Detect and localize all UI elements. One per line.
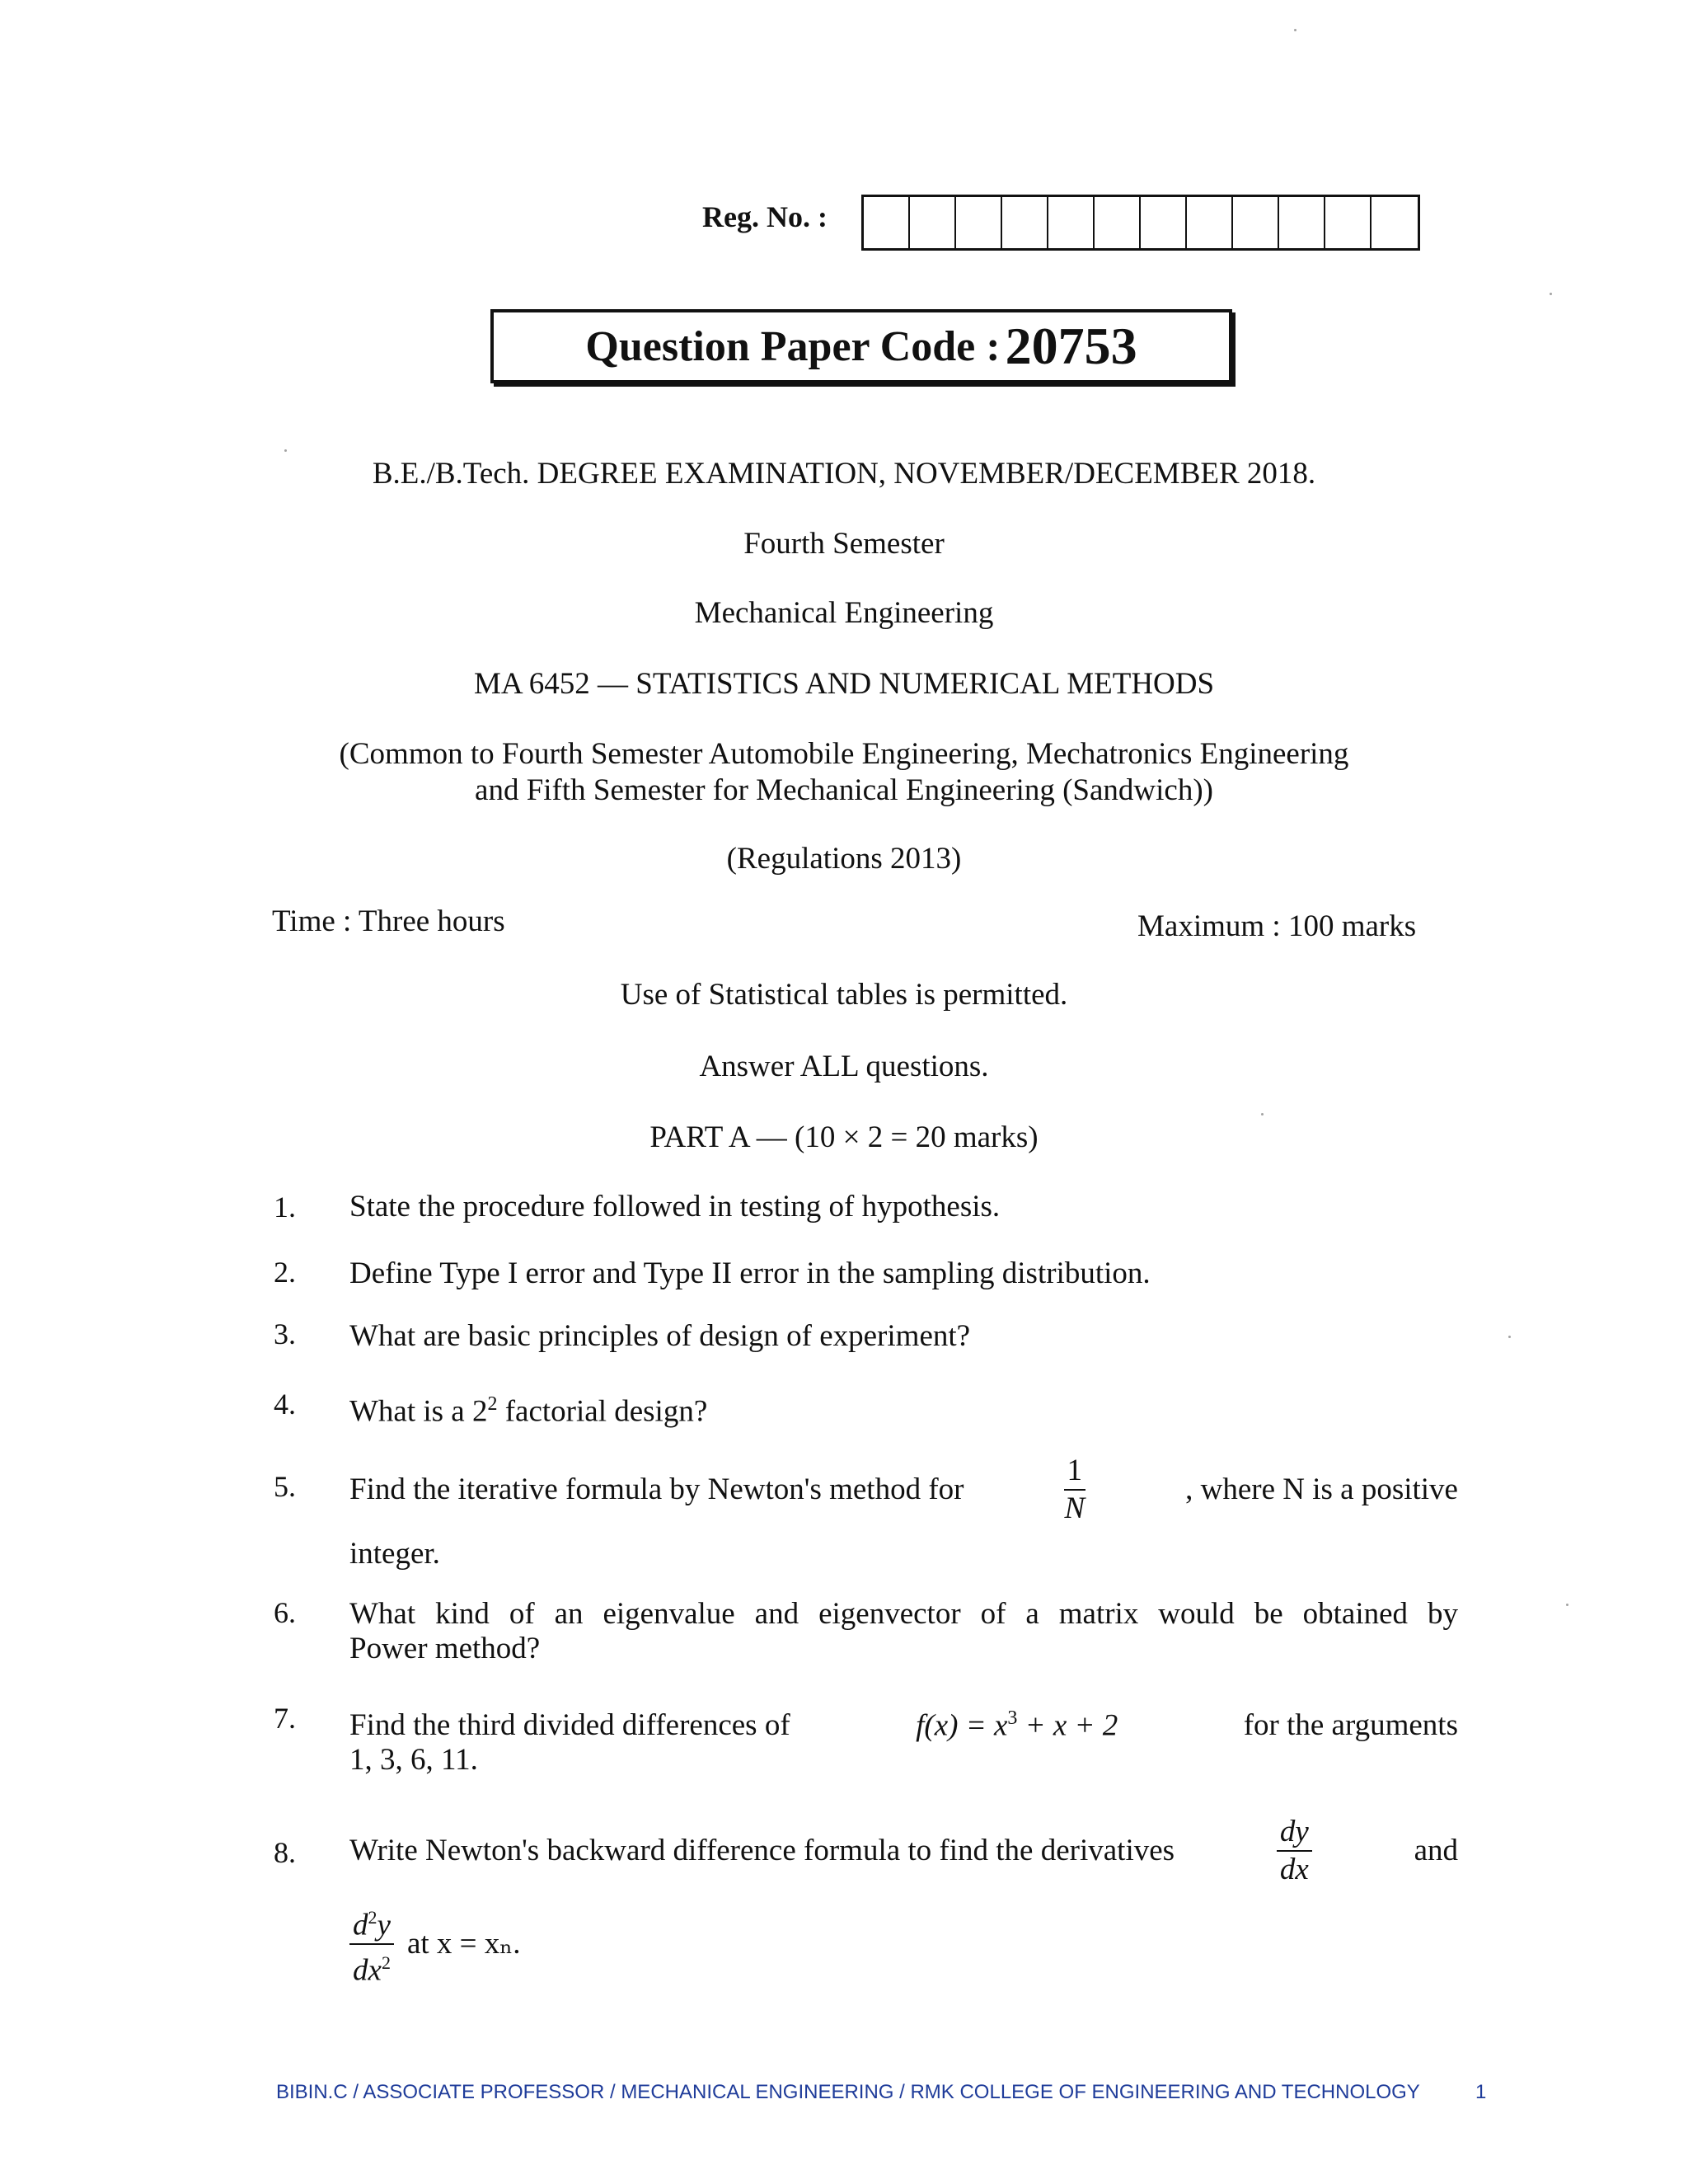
superscript: 2 <box>487 1393 498 1415</box>
reg-no-box <box>1048 197 1095 248</box>
question-text: What are basic principles of design of experiment? <box>349 1319 971 1353</box>
scan-speck <box>1508 1336 1511 1338</box>
fraction-numerator: dy <box>1277 1814 1312 1852</box>
question-paper-code: 20753 <box>1005 317 1137 375</box>
function-expression: $f(x) = x^3 + x + 2$ <box>916 1707 1118 1743</box>
reg-no-box <box>1141 197 1187 248</box>
exam-title: B.E./B.Tech. DEGREE EXAMINATION, NOVEMBER/DECEMBER 2018. <box>372 457 1316 491</box>
instruction-tables: Use of Statistical tables is permitted. <box>620 978 1068 1012</box>
part-a-heading: PART A — (10 × 2 = 20 marks) <box>649 1120 1039 1154</box>
question-text <box>349 1814 1458 1989</box>
reg-no-box <box>1002 197 1048 248</box>
regulations: (Regulations 2013) <box>726 842 962 876</box>
question-text: State the procedure followed in testing of hypothesis. <box>349 1190 1001 1224</box>
page-number: 1 <box>1475 2081 1487 2103</box>
fraction-numerator: 1 <box>1064 1453 1086 1491</box>
reg-no-box <box>910 197 956 248</box>
question-number: 3. <box>274 1317 296 1350</box>
question-number: 1. <box>274 1191 296 1224</box>
reg-no-box <box>1325 197 1372 248</box>
question-paper-code-label: Question Paper Code : <box>585 322 1001 370</box>
question-number: 6. <box>274 1596 296 1629</box>
fraction <box>1277 1814 1312 1888</box>
fraction <box>1064 1453 1086 1527</box>
scan-speck <box>1566 1604 1568 1606</box>
reg-no-box <box>1279 197 1325 248</box>
question-paper-code-box <box>490 309 1232 383</box>
question-text-part: integer. <box>349 1537 440 1571</box>
question-text-line: What kind of an eigenvalue and eigenvector of a matrix would be obtained by <box>349 1597 1458 1631</box>
fraction-denominator: dx <box>1279 1853 1309 1886</box>
question-number: 5. <box>274 1470 296 1503</box>
question-text <box>349 1453 1458 1571</box>
question-text-line: 1, 3, 6, 11. <box>349 1743 478 1778</box>
fraction-denominator: N <box>1064 1491 1085 1525</box>
question-text-part: Find the iterative formula by Newton's method for <box>349 1472 964 1506</box>
reg-no-box <box>864 197 910 248</box>
question-text: Define Type I error and Type II error in the sampling distribution. <box>349 1256 1151 1290</box>
scan-speck <box>1294 29 1296 31</box>
question-text-part: and <box>1414 1834 1458 1867</box>
scan-speck <box>284 449 287 452</box>
reg-no-box <box>956 197 1002 248</box>
subject: MA 6452 — STATISTICS AND NUMERICAL METHODS <box>473 667 1215 701</box>
question-text-part: What is a 2 <box>349 1394 488 1429</box>
question-text-part: Write Newton's backward difference formula to find the derivatives <box>349 1834 1175 1867</box>
question-text <box>349 1597 1458 1666</box>
question-number: 4. <box>274 1388 296 1421</box>
question-number: 2. <box>274 1256 296 1289</box>
reg-no-boxes <box>861 195 1420 251</box>
question-text-part: , where N is a positive <box>1185 1472 1458 1506</box>
footer-attribution: BIBIN.C / ASSOCIATE PROFESSOR / MECHANICAL ENGINEERING / RMK COLLEGE OF ENGINEERING AND TECHNOLOGY <box>276 2081 1420 2103</box>
common-note-line1: (Common to Fourth Semester Automobile Engineering, Mechatronics Engineering <box>339 737 1349 771</box>
question-text-part: at x = xₙ. <box>406 1927 521 1961</box>
question-number: 8. <box>274 1836 296 1869</box>
time-label: Time : Three hours <box>272 904 505 938</box>
question-text-part: Find the third divided differences of <box>349 1708 790 1743</box>
common-note-line2: and Fifth Semester for Mechanical Engineering (Sandwich)) <box>475 773 1213 807</box>
reg-no-box <box>1233 197 1279 248</box>
question-text <box>349 1387 1458 1429</box>
question-text-part: for the arguments <box>1243 1708 1458 1743</box>
reg-no-box <box>1187 197 1233 248</box>
scan-speck <box>1261 1113 1264 1115</box>
fraction <box>349 1900 394 1989</box>
instruction-answer-all: Answer ALL questions. <box>699 1050 989 1083</box>
question-number: 7. <box>274 1702 296 1735</box>
reg-no-label: Reg. No. : <box>702 200 828 233</box>
fraction-denominator: $dx^2$ <box>353 1952 391 1988</box>
max-marks-label: Maximum : 100 marks <box>1137 909 1417 943</box>
fraction-numerator: $d^2y$ <box>349 1900 394 1945</box>
semester: Fourth Semester <box>743 527 945 561</box>
question-text-line: Power method? <box>349 1632 541 1665</box>
reg-no-box <box>1372 197 1418 248</box>
scan-speck <box>1550 293 1552 295</box>
question-text <box>349 1701 1458 1778</box>
question-text-part: factorial design? <box>497 1394 708 1429</box>
reg-no-box <box>1095 197 1141 248</box>
department: Mechanical Engineering <box>694 596 994 630</box>
